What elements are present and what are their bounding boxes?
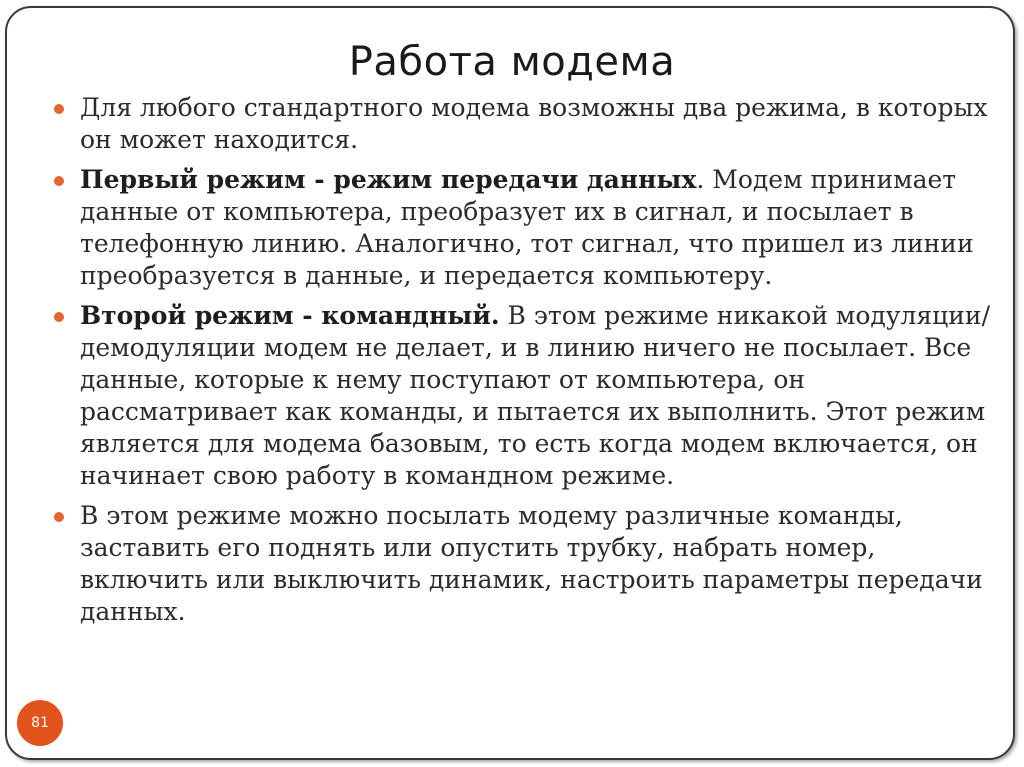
bullet-dot-icon — [54, 176, 64, 186]
bullet-dot-icon — [54, 104, 64, 114]
page-number-badge: 81 — [17, 700, 63, 746]
bullet-dot-icon — [54, 312, 64, 322]
bullet-text: Для любого стандартного модема возможны два режима, в которых он может находится. — [80, 93, 988, 154]
bullet-item — [46, 300, 1004, 492]
bullet-list — [46, 92, 1004, 636]
bullet-dot-icon — [54, 512, 64, 522]
bullet-bold-heading: Первый режим - режим передачи данных — [80, 165, 697, 194]
bullet-text: В этом режиме можно посылать модему различные команды, заставить его поднять или опустить трубку, набрать номер, включить или выключить динамик, настроить параметры передачи данных. — [80, 501, 983, 626]
bullet-item — [46, 500, 1004, 628]
bullet-text: . Модем принимает данные от компьютера, преобразует их в сигнал, и посылает в телефонную линию. Аналогично, тот сигнал, что пришел из линии преобразуется в данные, и передается компьютеру. — [80, 165, 974, 290]
bullet-item — [46, 92, 1004, 156]
bullet-bold-heading: Второй режим - командный. — [80, 301, 500, 330]
bullet-item — [46, 164, 1004, 292]
slide-title: Работа модема — [348, 39, 676, 85]
bullet-text: В этом режиме никакой модуляции/демодуляции модем не делает, и в линию ничего не посылает. Все данные, которые к нему поступают от компьютера, он рассматривает как команды, и пытается их выполнить. Этот режим является для модема базовым, то есть когда модем включается, он начинает свою работу в командном режиме. — [80, 301, 990, 490]
